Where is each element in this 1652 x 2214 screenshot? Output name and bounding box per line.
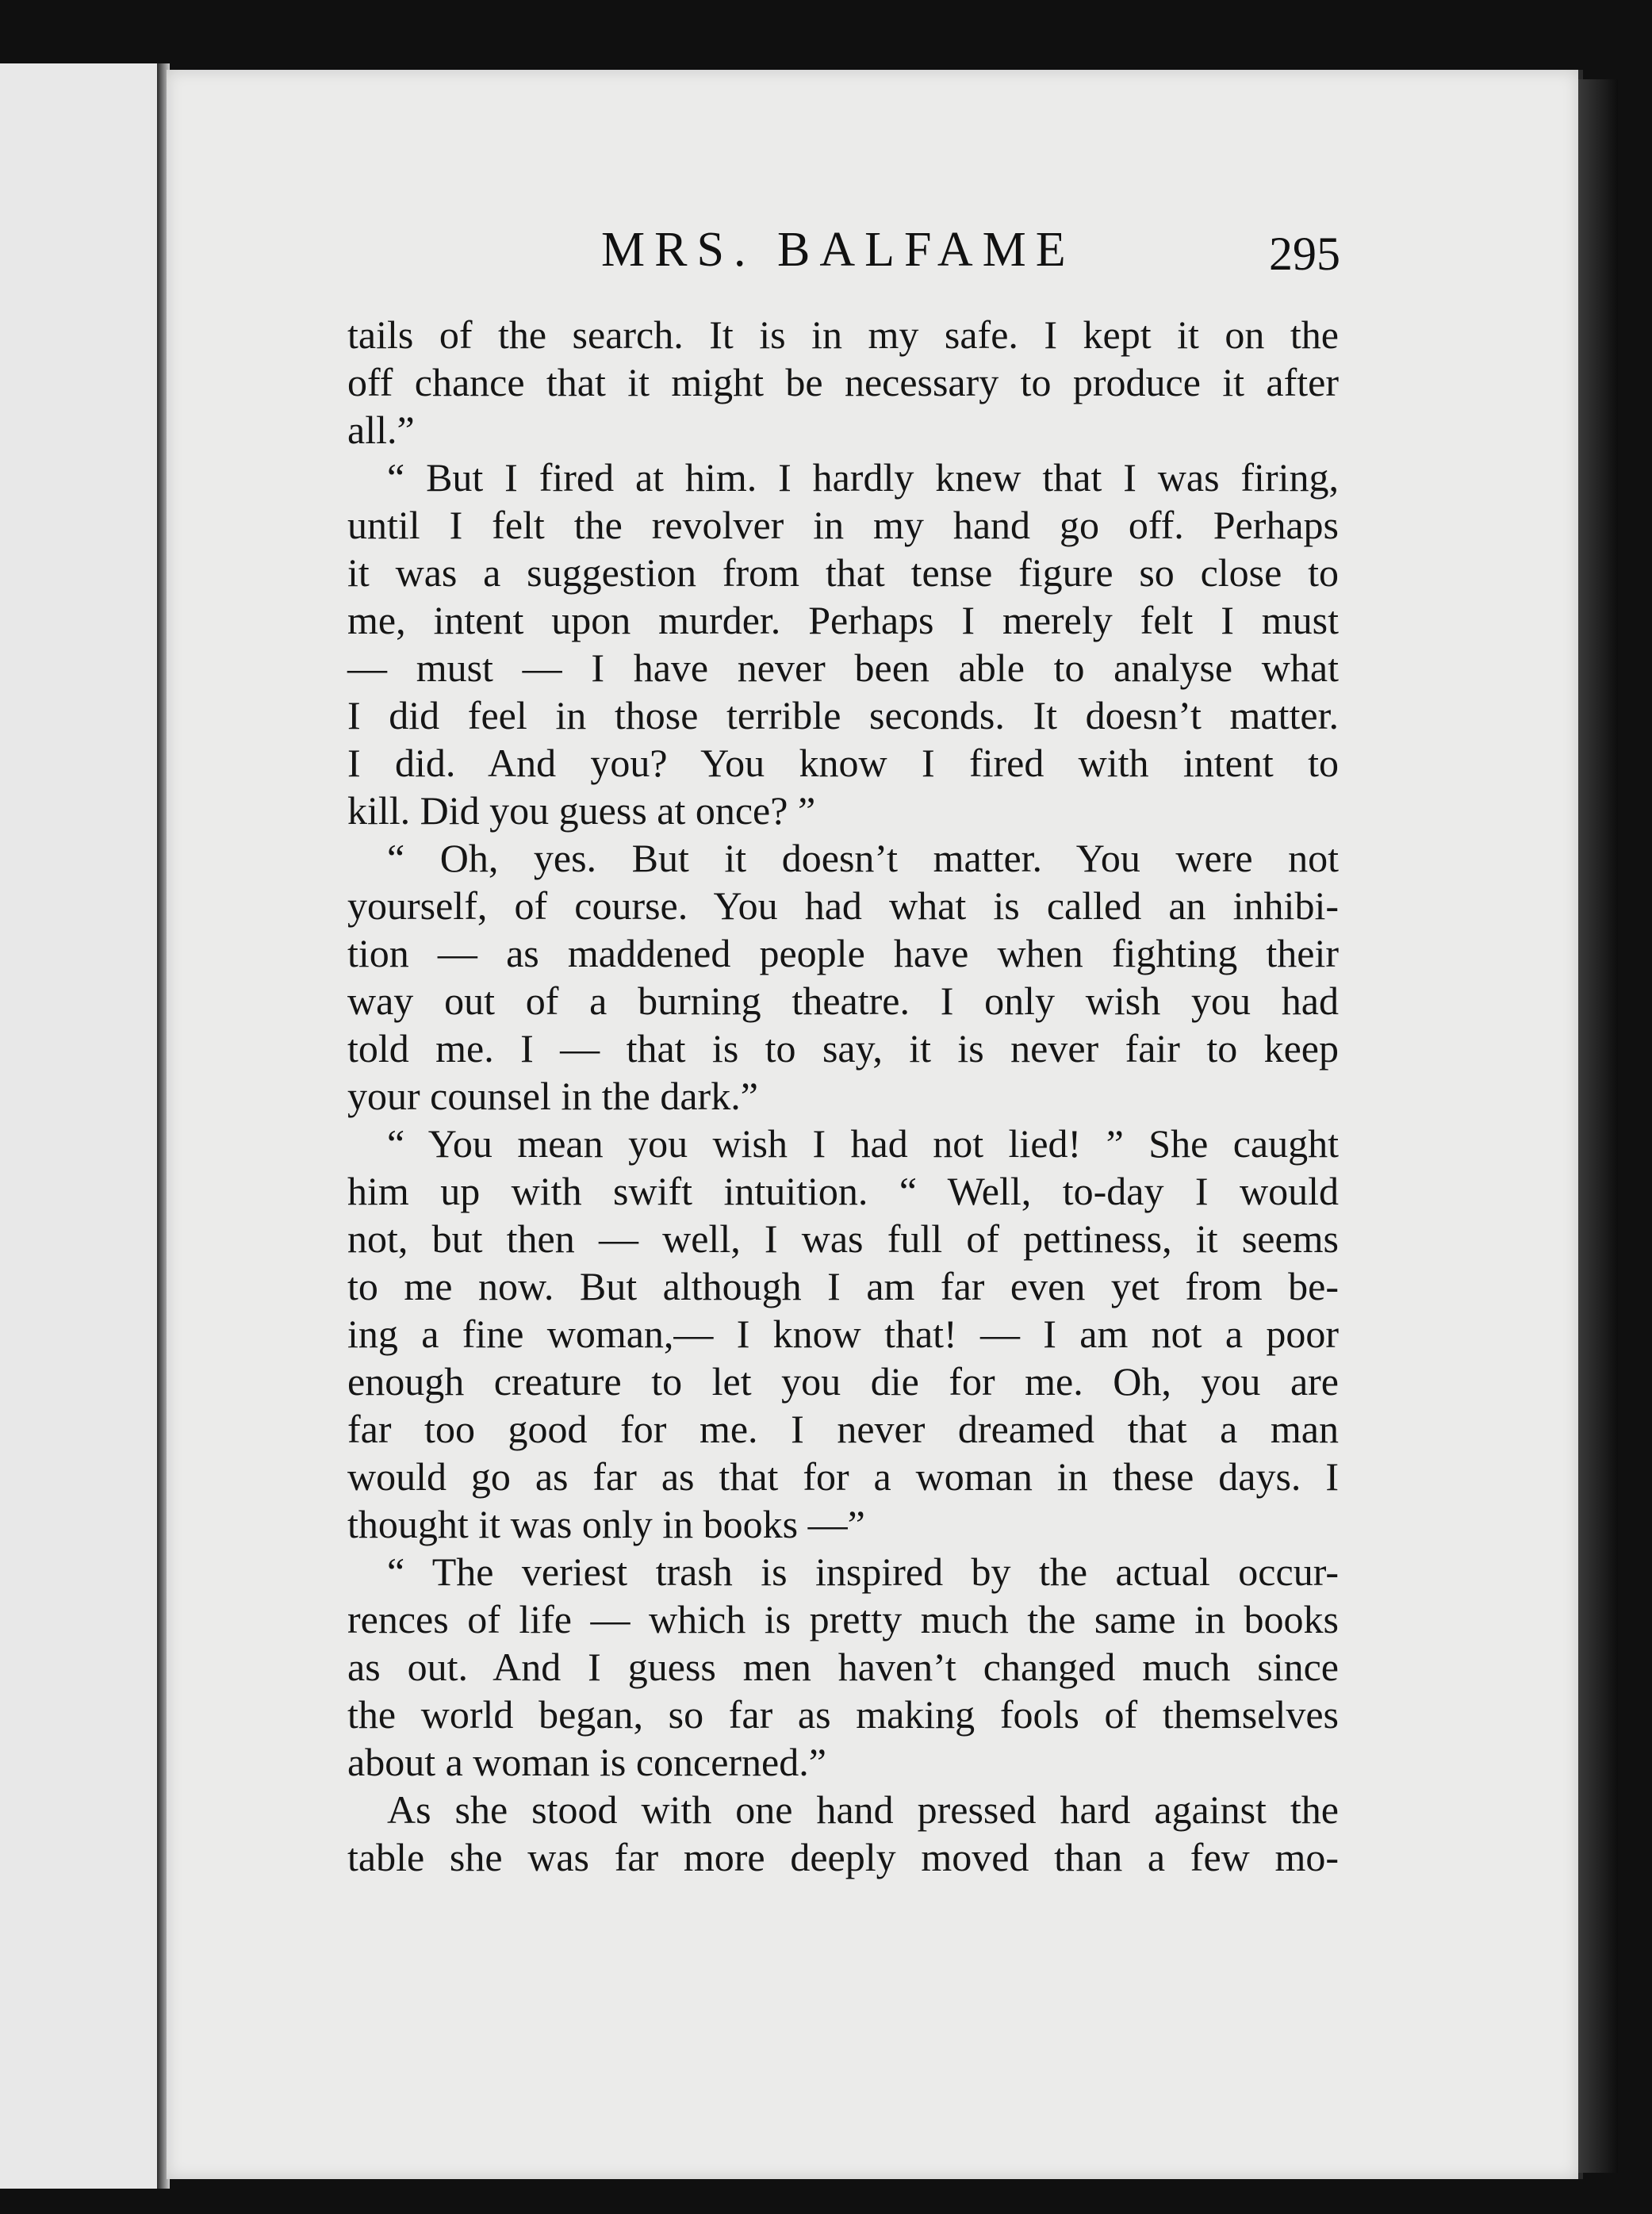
text-line: all.” [347, 408, 415, 452]
text-line: “ Oh, yes. But it doesn’t matter. You were not [387, 836, 1339, 880]
text-line: me, intent upon murder. Perhaps I merely felt I must [347, 598, 1339, 642]
left-page-edge [0, 63, 160, 2189]
text-line: the world began, so far as making fools of themselves [347, 1692, 1339, 1737]
text-line: rences of life — which is pretty much the same in books [347, 1597, 1339, 1641]
text-line: him up with swift intuition. “ Well, to-day I would [347, 1169, 1339, 1213]
text-line: your counsel in the dark.” [347, 1074, 758, 1118]
text-line: would go as far as that for a woman in these days. I [347, 1454, 1339, 1499]
body-text [347, 311, 1339, 1881]
text-line: As she stood with one hand pressed hard against the [387, 1787, 1339, 1832]
text-line: “ But I fired at him. I hardly knew that I was firing, [387, 455, 1339, 500]
text-line: — must — I have never been able to analyse what [347, 645, 1339, 690]
page-stack-edge [1578, 79, 1618, 2173]
text-line: ing a fine woman,— I know that! — I am not a poor [347, 1312, 1339, 1356]
running-title: MRS. BALFAME [601, 223, 1075, 277]
text-line: not, but then — well, I was full of pettiness, it seems [347, 1216, 1339, 1261]
text-line: off chance that it might be necessary to produce it after [347, 360, 1339, 404]
text-line: “ You mean you wish I had not lied! ” She caught [387, 1121, 1339, 1166]
text-line: told me. I — that is to say, it is never fair to keep [347, 1026, 1339, 1071]
text-line: until I felt the revolver in my hand go off. Perhaps [347, 503, 1339, 547]
text-line: kill. Did you guess at once? ” [347, 788, 816, 833]
text-line: it was a suggestion from that tense figure so close to [347, 550, 1339, 595]
text-line: “ The veriest trash is inspired by the actual occur- [387, 1549, 1339, 1594]
text-line: yourself, of course. You had what is called an inhibi- [347, 883, 1339, 928]
text-line: as out. And I guess men haven’t changed much since [347, 1645, 1339, 1689]
text-line: I did. And you? You know I fired with intent to [347, 741, 1339, 785]
text-line: tion — as maddened people have when fighting their [347, 931, 1339, 975]
text-line: enough creature to let you die for me. Oh, you are [347, 1359, 1339, 1404]
text-line: thought it was only in books —” [347, 1502, 865, 1546]
text-line: about a woman is concerned.” [347, 1740, 826, 1784]
text-line: to me now. But although I am far even yet from be- [347, 1264, 1339, 1308]
text-line: I did feel in those terrible seconds. It doesn’t matter. [347, 693, 1339, 737]
text-line: table she was far more deeply moved than a few mo- [347, 1835, 1339, 1879]
text-line: way out of a burning theatre. I only wish you had [347, 979, 1339, 1023]
text-line: tails of the search. It is in my safe. I kept it on the [347, 312, 1339, 357]
text-line: far too good for me. I never dreamed that a man [347, 1407, 1339, 1451]
page-number: 295 [1269, 228, 1340, 280]
